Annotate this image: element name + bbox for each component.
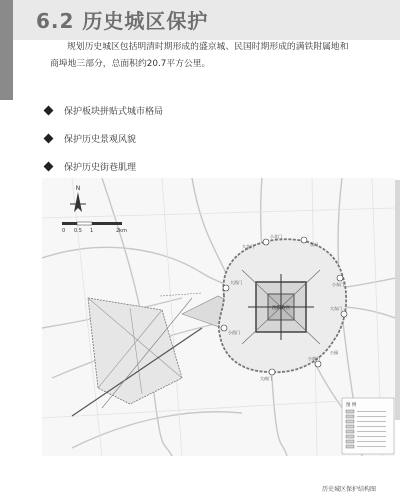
place-label: 大北门 (242, 244, 254, 249)
place-label: 大西门 (230, 280, 242, 285)
diamond-bullet-icon (44, 133, 54, 143)
scale-label: 2km (116, 228, 127, 234)
scale-label: 0 (62, 228, 66, 234)
western-district (72, 293, 242, 416)
scale-label: 0.5 (74, 228, 82, 234)
place-label: 大东门 (330, 306, 342, 311)
historic-city-ring (219, 233, 347, 381)
bullet-text: 保护板块拼贴式城市格局 (64, 106, 164, 117)
place-label: 小北门 (270, 234, 282, 239)
map-legend (342, 398, 394, 454)
scale-bar (62, 222, 127, 234)
map-svg (42, 178, 395, 456)
page-title: 6.2 历史城区保护 (36, 9, 209, 33)
protection-map (42, 178, 395, 456)
bullet-item (45, 152, 163, 180)
place-label: 东门 (310, 242, 318, 247)
place-label: 小西门 (228, 330, 240, 335)
place-label: 小东门 (332, 282, 344, 287)
place-label: 公园 (330, 350, 338, 355)
scale-label: 1 (90, 228, 94, 234)
diamond-bullet-icon (44, 105, 54, 115)
map-caption: 历史城区保护结构图 (321, 486, 376, 493)
place-label: 大南门 (260, 376, 272, 381)
left-accent-bar (0, 0, 13, 100)
bullet-text: 保护历史景观风貌 (64, 134, 137, 145)
place-label: 小南门 (308, 356, 320, 361)
bullet-item (45, 124, 163, 152)
city-center-label: 沈阳故宫 (272, 306, 290, 311)
bullet-list (45, 96, 163, 180)
north-arrow-icon (70, 185, 86, 212)
intro-paragraph: 规划历史城区包括明清时期形成的盛京城、民国时期形成的满铁附属地和商埠地三部分，总面积约20.7平方公里。 (50, 42, 349, 69)
north-label: N (75, 185, 81, 192)
diamond-bullet-icon (44, 161, 54, 171)
bullet-item (45, 96, 163, 124)
bullet-text: 保护历史街巷肌理 (64, 162, 137, 173)
legend-title: 图 例 (346, 403, 357, 408)
